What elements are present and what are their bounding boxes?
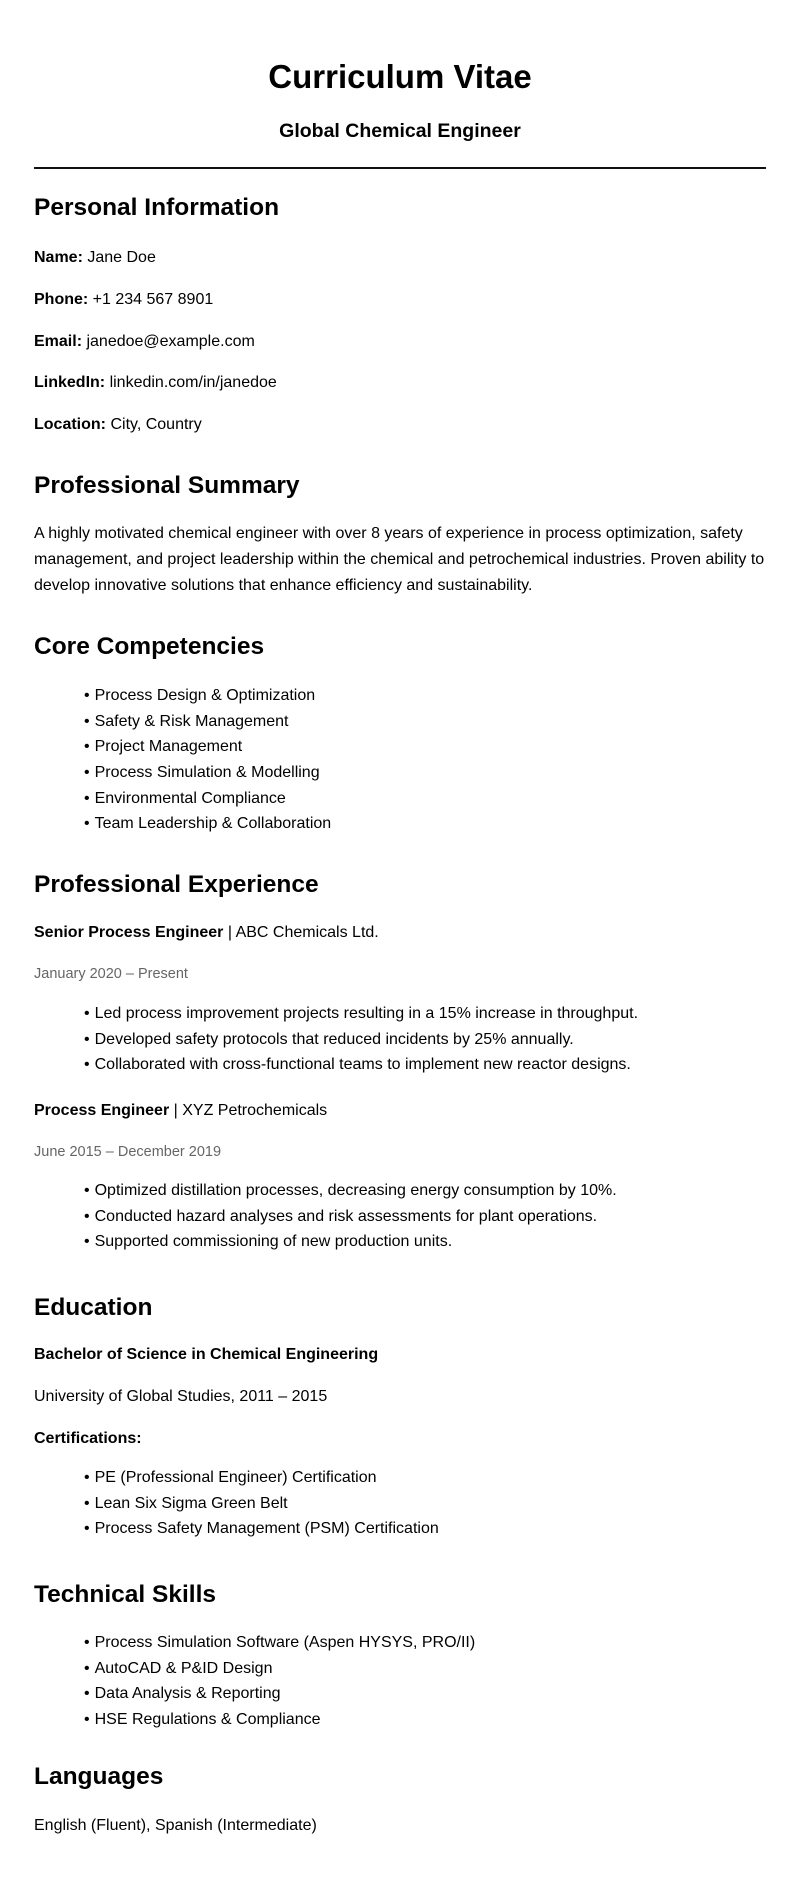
list-item: • Process Simulation Software (Aspen HYSYS, PRO/II) [84,1630,475,1656]
section-heading-competencies: Core Competencies [34,633,265,660]
job-company: | XYZ Petrochemicals [169,1102,328,1119]
field-name [34,247,156,269]
list-item: • Data Analysis & Reporting [84,1681,475,1707]
section-heading-summary: Professional Summary [34,472,300,499]
job-header [34,1100,327,1122]
field-label: Location: [34,416,106,433]
list-item: • Project Management [84,734,331,760]
field-value: City, Country [110,416,202,433]
list-item: • HSE Regulations & Compliance [84,1707,475,1733]
job-bullets [84,1178,617,1255]
list-item: • Conducted hazard analyses and risk assessments for plant operations. [84,1204,617,1230]
job-title: Process Engineer [34,1102,170,1119]
degree-title: Bachelor of Science in Chemical Engineering [34,1346,379,1363]
section-heading-experience: Professional Experience [34,871,319,898]
job-dates: June 2015 – December 2019 [34,1144,222,1160]
list-item: • Process Simulation & Modelling [84,760,331,786]
field-phone [34,289,213,311]
certifications-list [84,1465,439,1542]
degree [34,1344,378,1366]
list-item: • Safety & Risk Management [84,709,331,735]
section-heading-skills: Technical Skills [34,1581,217,1608]
list-item: • Developed safety protocols that reduced incidents by 25% annually. [84,1027,638,1053]
list-item: • AutoCAD & P&ID Design [84,1656,475,1682]
list-item: • Process Design & Optimization [84,683,331,709]
list-item: • Collaborated with cross-functional teams to implement new reactor designs. [84,1052,638,1078]
certifications-label-text: Certifications: [34,1430,142,1447]
skills-list [84,1630,475,1733]
field-label: Email: [34,333,83,350]
field-value: janedoe@example.com [86,333,255,350]
field-label: Name: [34,249,83,266]
school: University of Global Studies, 2011 – 2015 [34,1388,328,1405]
field-label: LinkedIn: [34,374,106,391]
list-item: • Team Leadership & Collaboration [84,811,331,837]
page-title: Curriculum Vitae [268,58,532,95]
job-header [34,922,379,944]
list-item: • Environmental Compliance [84,786,331,812]
field-value: Jane Doe [87,249,156,266]
list-item: • Optimized distillation processes, decreasing energy consumption by 10%. [84,1178,617,1204]
header-divider [34,167,766,169]
certifications-label [34,1428,142,1450]
section-heading-languages: Languages [34,1763,164,1790]
section-heading-personal: Personal Information [34,194,280,221]
job-bullets [84,1001,638,1078]
summary-text: A highly motivated chemical engineer with over 8 years of experience in process optimization, safety management, and project leadership within the chemical and petrochemical industries. Proven ability to develop innovative solutions that enhance efficiency and sustainability. [34,525,765,594]
job-title: Senior Process Engineer [34,924,224,941]
field-email [34,331,255,353]
page-subtitle: Global Chemical Engineer [279,120,521,142]
field-value: +1 234 567 8901 [92,291,214,308]
field-location [34,414,202,436]
section-heading-education: Education [34,1294,153,1321]
list-item: • Lean Six Sigma Green Belt [84,1491,439,1517]
field-label: Phone: [34,291,89,308]
list-item: • Process Safety Management (PSM) Certification [84,1516,439,1542]
competencies-list [84,683,331,837]
list-item: • Led process improvement projects resulting in a 15% increase in throughput. [84,1001,638,1027]
field-value: linkedin.com/in/janedoe [109,374,277,391]
job-company: | ABC Chemicals Ltd. [223,924,379,941]
list-item: • Supported commissioning of new production units. [84,1229,617,1255]
field-linkedin [34,372,277,394]
list-item: • PE (Professional Engineer) Certification [84,1465,439,1491]
job-dates: January 2020 – Present [34,966,188,982]
languages-text: English (Fluent), Spanish (Intermediate) [34,1817,317,1834]
